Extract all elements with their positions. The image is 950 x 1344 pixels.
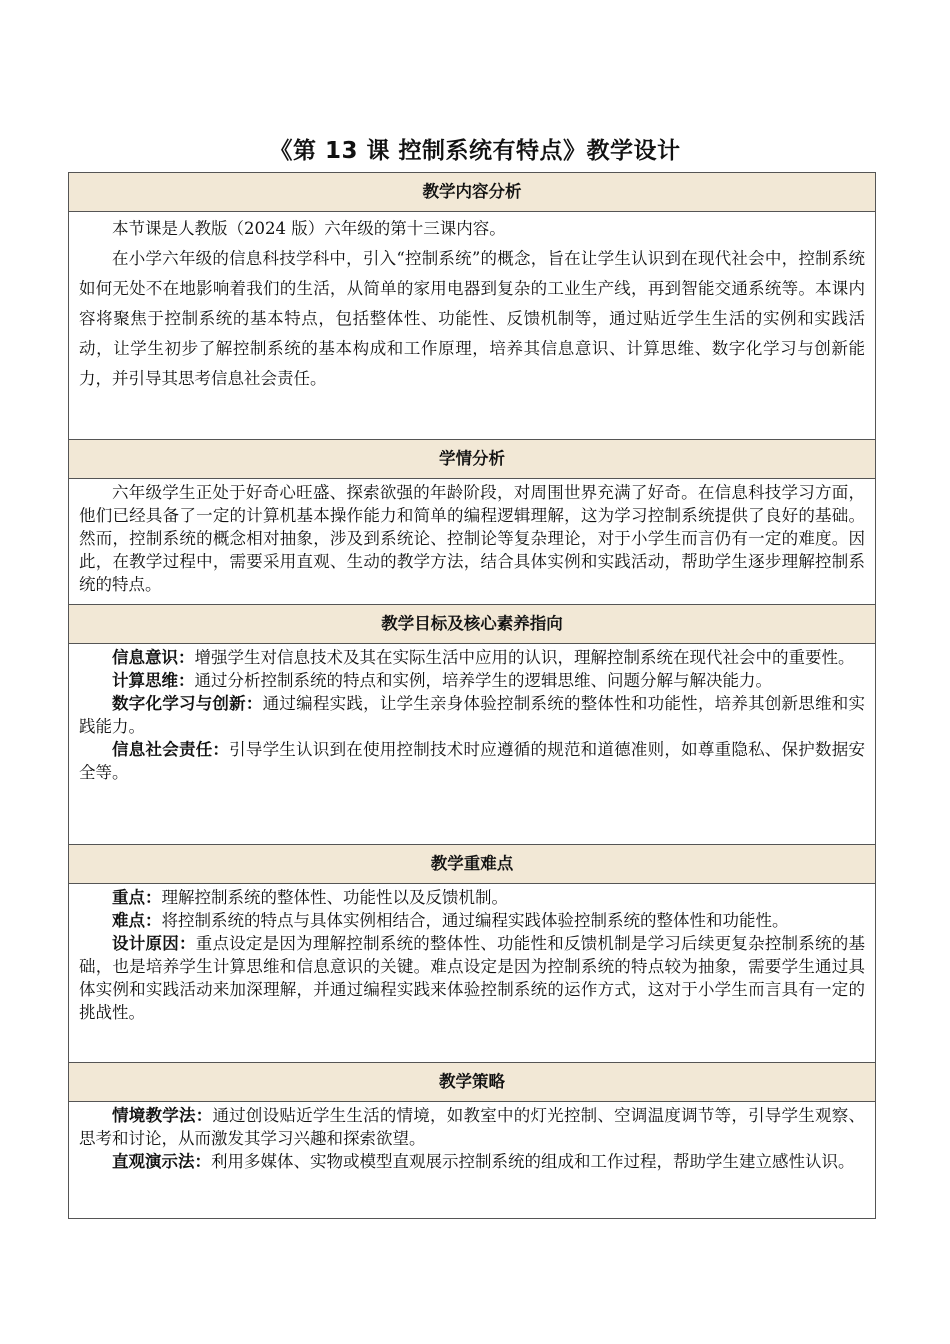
- item-label: 计算思维：: [112, 671, 195, 690]
- objective-item: [79, 646, 865, 669]
- section-body-objectives: [69, 644, 875, 845]
- item-text: 通过编程实践，让学生亲身体验控制系统的整体性和功能性，培养其创新思维和实践能力。: [79, 694, 866, 736]
- objective-item: [79, 669, 865, 692]
- section-header-strategies: 教学策略: [69, 1063, 875, 1102]
- item-label: 直观演示法：: [112, 1152, 211, 1171]
- lesson-design-table: [68, 172, 876, 1219]
- section-body-key-points: [69, 884, 875, 1063]
- paragraph: 六年级学生正处于好奇心旺盛、探索欲强的年龄阶段，对周围世界充满了好奇。在信息科技学习方面，他们已经具备了一定的计算机基本操作能力和简单的编程逻辑理解，这为学习控制系统提供了良好的基础。然而，控制系统的概念相对抽象，涉及到系统论、控制论等复杂理论，对于小学生而言仍有一定的难度。因此，在教学过程中，需要采用直观、生动的教学方法，结合具体实例和实践活动，帮助学生逐步理解控制系统的特点。: [79, 483, 865, 594]
- item-label: 数字化学习与创新：: [112, 694, 263, 713]
- section-body-strategies: [69, 1102, 875, 1218]
- item-text: 通过创设贴近学生生活的情境，如教室中的灯光控制、空调温度调节等，引导学生观察、思考和讨论，从而激发其学习兴趣和探索欲望。: [79, 1106, 866, 1148]
- key-point-item: [79, 932, 865, 1024]
- item-text: 理解控制系统的整体性、功能性以及反馈机制。: [161, 888, 508, 907]
- item-label: 重点：: [112, 888, 162, 907]
- section-header-content-analysis: 教学内容分析: [69, 173, 875, 212]
- item-text: 通过分析控制系统的特点和实例，培养学生的逻辑思维、问题分解与解决能力。: [194, 671, 772, 690]
- section-header-learner-analysis: 学情分析: [69, 440, 875, 479]
- item-text: 重点设定是因为理解控制系统的整体性、功能性和反馈机制是学习后续更复杂控制系统的基础，也是培养学生计算思维和信息意识的关键。难点设定是因为控制系统的特点较为抽象，需要学生通过具体实例和实践活动来加深理解，并通过编程实践来体验控制系统的运作方式，这对于小学生而言具有一定的挑战性。: [79, 934, 866, 1022]
- strategy-item: [79, 1104, 865, 1150]
- item-label: 情境教学法：: [112, 1106, 213, 1125]
- section-body-learner-analysis: [69, 479, 875, 605]
- strategy-item: [79, 1150, 865, 1173]
- page-title: 《第 13 课 控制系统有特点》教学设计: [269, 138, 681, 164]
- item-text: 利用多媒体、实物或模型直观展示控制系统的组成和工作过程，帮助学生建立感性认识。: [211, 1152, 855, 1171]
- paragraph: 在小学六年级的信息科技学科中，引入“控制系统”的概念，旨在让学生认识到在现代社会中，控制系统如何无处不在地影响着我们的生活，从简单的家用电器到复杂的工业生产线，再到智能交通系统等。本课内容将聚焦于控制系统的基本特点，包括整体性、功能性、反馈机制等，通过贴近学生生活的实例和实践活动，让学生初步了解控制系统的基本构成和工作原理，培养其信息意识、计算思维、数字化学习与创新能力，并引导其思考信息社会责任。: [79, 249, 865, 388]
- objective-item: [79, 692, 865, 738]
- key-point-item: [79, 886, 865, 909]
- objective-item: [79, 738, 865, 784]
- section-body-content-analysis: [69, 212, 875, 440]
- section-header-key-points: 教学重难点: [69, 845, 875, 884]
- key-point-item: [79, 909, 865, 932]
- item-text: 增强学生对信息技术及其在实际生活中应用的认识，理解控制系统在现代社会中的重要性。: [194, 648, 855, 667]
- item-text: 引导学生认识到在使用控制技术时应遵循的规范和道德准则，如尊重隐私、保护数据安全等。: [79, 740, 866, 782]
- paragraph: 本节课是人教版（2024 版）六年级的第十三课内容。: [112, 219, 506, 238]
- item-label: 信息社会责任：: [112, 740, 230, 759]
- section-header-objectives: 教学目标及核心素养指向: [69, 605, 875, 644]
- item-label: 难点：: [112, 911, 162, 930]
- item-label: 设计原因：: [112, 934, 196, 953]
- item-label: 信息意识：: [112, 648, 195, 667]
- item-text: 将控制系统的特点与具体实例相结合，通过编程实践体验控制系统的整体性和功能性。: [161, 911, 789, 930]
